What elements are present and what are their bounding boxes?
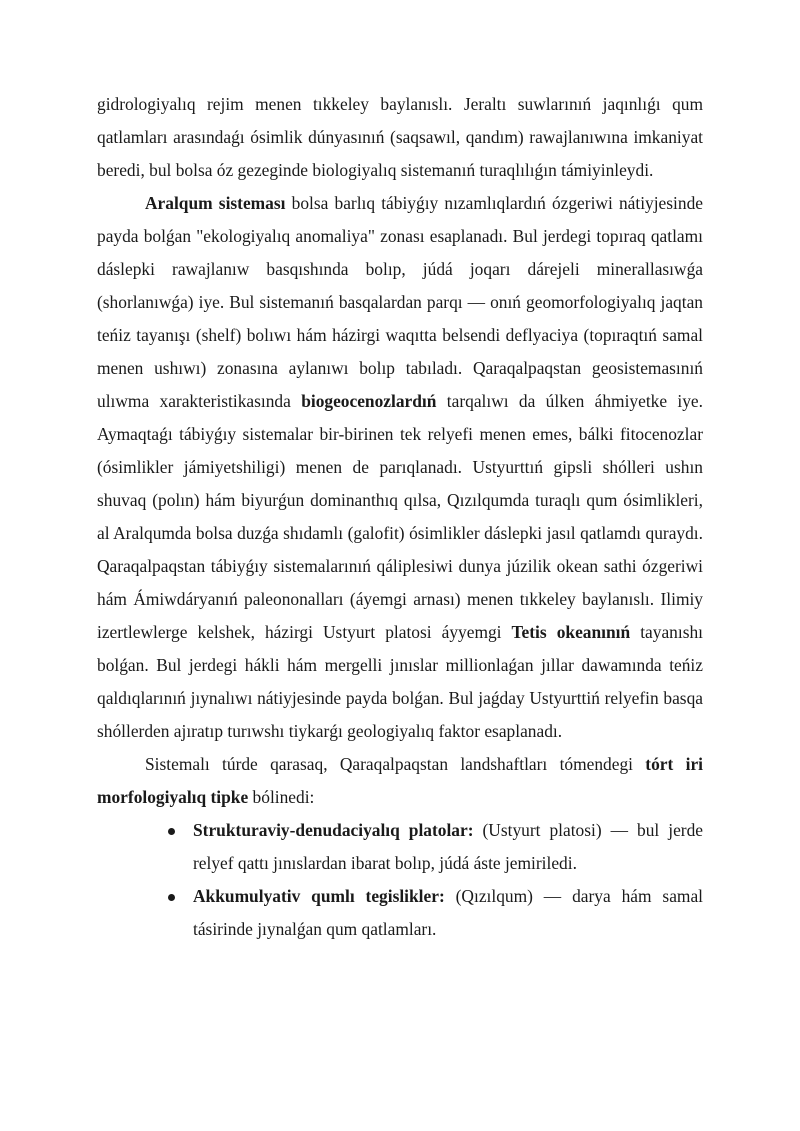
paragraph-text: Sistemalı túrde qarasaq, Qaraqalpaqstan landshaftları tómendegi <box>145 754 646 774</box>
paragraph-text: tayanıshı bolǵan. Bul jerdegi hákli hám mergelli jınıslar millionlaǵan jıllar dawamında teńiz qaldıqlarınıń jıynalıwı nátiyjesinde payda bolǵan. Bul jaǵday Ustyurttiń relyefin basqa shóllerden ajıratıp turıwshı tiykarǵı geologiyalıq faktor esaplanadı. <box>97 622 703 741</box>
paragraph-landscape-types <box>97 748 703 814</box>
list-item-text: (Ustyurt platosi) — bul jerde relyef qattı jınıslardan ibarat bolıp, júdá áste jemiriledi. <box>193 820 703 873</box>
bullet-icon <box>168 828 175 835</box>
paragraph-text: gidrologiyalıq rejim menen tıkkeley baylanıslı. Jeraltı suwlarınıń jaqınlıǵı qum qatlamları arasındaǵı ósimlik dúnyasınıń (saqsawıl, qandım) rawajlanıwına imkaniyat beredi, bul bolsa óz gezeginde biologiyalıq sistemanıń turaqlılıǵın támiyinleydi. <box>97 94 703 180</box>
bold-term-biogeocenoz: biogeocenozlardıń <box>301 391 437 411</box>
list-item <box>97 814 703 880</box>
list-item <box>97 880 703 946</box>
bullet-icon <box>168 894 175 901</box>
bold-term-aralqum: Aralqum sisteması <box>145 193 286 213</box>
list-item-text: (Qızılqum) — darya hám samal tásirinde jıynalǵan qum qatlamları. <box>193 886 703 939</box>
list-item-title: Strukturaviy-denudaciyalıq platolar: <box>193 820 474 840</box>
bold-term-four-types: tórt iri morfologiyalıq tipke <box>97 754 703 807</box>
paragraph-text: bólinedi: <box>248 787 315 807</box>
list-item-title: Akkumulyativ qumlı tegislikler: <box>193 886 445 906</box>
bold-term-tetis: Tetis okeanınıń <box>511 622 631 642</box>
document-page <box>97 88 703 946</box>
paragraph-aralqum <box>97 187 703 748</box>
paragraph-text: tarqalıwı da úlken áhmiyetke iye. Aymaqtaǵı tábiyǵıy sistemalar bir-birinen tek relyefi menen emes, bálki fitocenozlar (ósimlikler jámiyetshiligi) menen de parıqlanadı. Ustyurttıń gipsli shólleri ushın shuvaq (polın) hám biyurǵun dominanthıq qılsa, Qızılqumda turaqlı qum ósimlikleri, al Aralqumda bolsa duzǵa shıdamlı (galofit) ósimlikler dáslepki jasıl qatlamdı quraydı. Qaraqalpaqstan tábiyǵıy sistemalarınıń qáliplesiwi dunya júzilik okean sathi ózgeriwi hám Ámiwdáryanıń paleononalları (áyemgi arnası) menen tıkkeley baylanıslı. Ilimiy izertlewlerge kelshek, házirgi Ustyurt platosi áyyemgi <box>97 391 703 642</box>
paragraph-text: bolsa barlıq tábiyǵıy nızamlıqlardıń ózgeriwi nátiyjesinde payda bolǵan "ekologiyalıq anomaliya" zonası esaplanadı. Bul jerdegi topıraq qatlamı dáslepki rawajlanıw basqıshında bolıp, júdá joqarı dárejeli minerallasıwǵa (shorlanıwǵa) iye. Bul sistemanıń basqalardan parqı — onıń geomorfologiyalıq jaqtan teńiz tayanışı (shelf) bolıwı hám házirgi waqıtta belsendi deflyaciya (topıraqtıń samal menen ushıwı) zonasına aylanıwı bolıp tabıladı. Qaraqalpaqstan geosistemasınıń ulıwma xarakteristikasında <box>97 193 703 411</box>
bullet-list <box>97 814 703 946</box>
paragraph-hydrology <box>97 88 703 187</box>
